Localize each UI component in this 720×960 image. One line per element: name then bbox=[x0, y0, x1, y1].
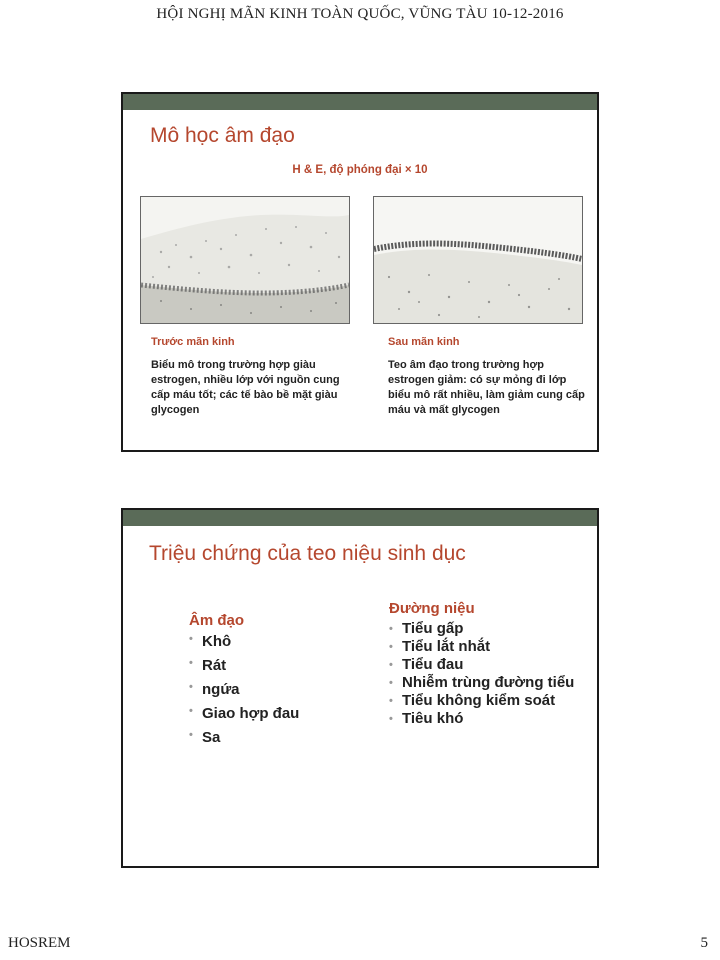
slide-histology bbox=[121, 92, 599, 452]
list-item: • Rát bbox=[189, 657, 299, 674]
premenopause-column bbox=[151, 336, 351, 418]
urinary-symptoms bbox=[389, 600, 579, 729]
premenopause-micrograph bbox=[140, 196, 350, 324]
list-item: • Nhiễm trùng đường tiểu bbox=[389, 675, 579, 691]
list-item: • Tiểu lắt nhắt bbox=[389, 639, 579, 655]
urinary-heading: Đường niệu bbox=[389, 600, 475, 617]
list-item: • Giao hợp đau bbox=[189, 705, 299, 722]
postmenopause-heading: Sau mãn kinh bbox=[388, 336, 460, 348]
list-item: • Tiểu đau bbox=[389, 657, 579, 673]
premenopause-heading: Trước mãn kinh bbox=[151, 336, 235, 348]
postmenopause-micrograph-svg bbox=[374, 197, 582, 323]
list-item: • ngứa bbox=[189, 681, 299, 698]
stain-caption: H & E, độ phóng đại × 10 bbox=[292, 164, 428, 176]
postmenopause-description: Teo âm đạo trong trường hợp estrogen giảm: có sự mỏng đi lớp biểu mô rất nhiều, làm giảm cung cấp máu và mất glycogen bbox=[388, 359, 585, 416]
slide-title: Triệu chứng của teo niệu sinh dục bbox=[149, 542, 466, 565]
page-number: 5 bbox=[700, 935, 708, 951]
premenopause-micrograph-svg bbox=[141, 197, 349, 323]
page-header: HỘI NGHỊ MÃN KINH TOÀN QUỐC, VŨNG TÀU 10-12-2016 bbox=[156, 6, 564, 22]
slide-title: Mô học âm đạo bbox=[150, 124, 295, 147]
vaginal-symptoms bbox=[189, 612, 299, 753]
list-item: • Tiểu không kiểm soát bbox=[389, 693, 579, 709]
premenopause-description: Biểu mô trong trường hợp giàu estrogen, nhiều lớp với nguồn cung cấp máu tốt; các tế bào bề mặt giàu glycogen bbox=[151, 359, 340, 416]
list-item: • Tiểu gấp bbox=[389, 621, 579, 637]
postmenopause-micrograph bbox=[373, 196, 583, 324]
vaginal-heading: Âm đạo bbox=[189, 612, 245, 629]
slide-topbar bbox=[123, 510, 597, 526]
slide-symptoms bbox=[121, 508, 599, 868]
footer-organization: HOSREM bbox=[8, 935, 71, 951]
slide-topbar bbox=[123, 94, 597, 110]
postmenopause-column bbox=[388, 336, 588, 418]
vaginal-symptom-list bbox=[189, 633, 299, 746]
list-item: • Sa bbox=[189, 729, 299, 746]
list-item: • Khô bbox=[189, 633, 299, 650]
list-item: • Tiêu khó bbox=[389, 711, 579, 727]
urinary-symptom-list bbox=[389, 621, 579, 727]
